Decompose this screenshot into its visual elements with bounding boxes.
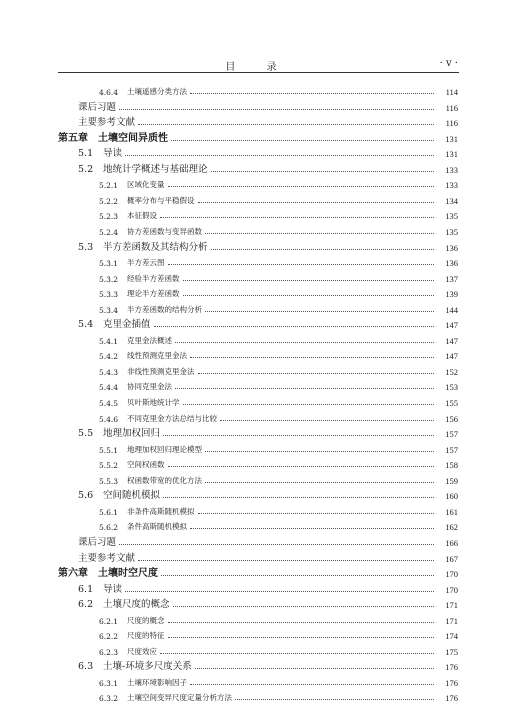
toc-page-number: 134 [445, 196, 458, 206]
dot-leader [220, 419, 434, 421]
toc-number: 5.3.3 [99, 290, 119, 299]
toc-subsection-entry [99, 627, 458, 641]
toc-title: 空间随机模拟 [103, 490, 161, 501]
header-rule [58, 72, 459, 73]
toc-title: 课后习题 [78, 102, 117, 113]
toc-title: 尺度的特征 [127, 631, 165, 640]
toc-page-number: 160 [445, 491, 458, 501]
toc-number: 5.4.4 [99, 383, 119, 392]
dot-leader [211, 170, 434, 172]
toc-number: 6.2.3 [99, 648, 119, 657]
dot-leader [163, 434, 434, 436]
toc-entry [78, 99, 458, 113]
toc-subsection-entry [99, 192, 458, 206]
toc-section-entry [78, 425, 458, 439]
toc-page-number: 156 [445, 414, 458, 424]
toc-subsection-entry [99, 363, 458, 377]
toc-subsection-entry [99, 270, 458, 284]
dot-leader [168, 263, 435, 265]
toc-number: 第五章 [58, 133, 88, 144]
dot-leader [161, 574, 434, 576]
toc-subsection-entry [99, 347, 458, 361]
dot-leader [125, 590, 434, 592]
toc-number: 4.6.4 [99, 88, 119, 97]
dot-leader [198, 201, 435, 203]
toc-section-entry [78, 581, 458, 595]
toc-subsection-entry [99, 674, 458, 688]
toc-subsection-entry [99, 612, 458, 626]
dot-leader [195, 667, 434, 669]
toc-title: 土壤-环境多尺度关系 [103, 661, 192, 672]
toc-page-number: 158 [445, 460, 458, 470]
toc-number: 5.6.2 [99, 523, 119, 532]
toc-page-number: 176 [445, 693, 458, 703]
toc-page-number: 136 [445, 243, 458, 253]
toc-page-number: 135 [445, 227, 458, 237]
toc-number: 6.2.2 [99, 632, 119, 641]
toc-title: 土壤空间异质性 [98, 133, 168, 144]
toc-subsection-entry [99, 285, 458, 299]
dot-leader [190, 683, 434, 685]
toc-title: 条件高斯随机模拟 [127, 522, 187, 531]
toc-page-number: 157 [445, 429, 458, 439]
toc-title: 半方差函数的结构分析 [127, 305, 202, 314]
dot-leader [235, 698, 434, 700]
toc-title: 土壤空间变异尺度定量分析方法 [127, 693, 232, 702]
toc-number: 5.4.3 [99, 368, 119, 377]
toc-page-number: 139 [445, 289, 458, 299]
toc-page-number: 159 [445, 476, 458, 486]
running-title: 目 录 [225, 62, 291, 73]
toc-page-number: 133 [445, 180, 458, 190]
dot-leader [175, 341, 434, 343]
toc-page-number: 176 [445, 662, 458, 672]
toc-number: 5.4.6 [99, 415, 119, 424]
toc-title: 本征假设 [127, 211, 157, 220]
toc-subsection-entry [99, 441, 458, 455]
dot-leader [175, 387, 434, 389]
dot-leader [168, 621, 435, 623]
toc-number: 5.4.1 [99, 337, 119, 346]
toc-title: 理论半方差函数 [127, 289, 180, 298]
toc-page-number: 167 [445, 554, 458, 564]
toc-subsection-entry [99, 643, 458, 657]
dot-leader [168, 636, 435, 638]
toc-number: 6.3.1 [99, 679, 119, 688]
toc-section-entry [78, 596, 458, 610]
toc-title: 土壤时空尺度 [98, 568, 158, 579]
toc-title: 区域化变量 [127, 180, 165, 189]
toc-page-number: 176 [445, 678, 458, 688]
toc-entry [78, 550, 458, 564]
toc-page-number: 131 [445, 134, 458, 144]
toc-page-number: 162 [445, 522, 458, 532]
toc-page-number: 171 [445, 600, 458, 610]
toc-number: 第六章 [58, 568, 88, 579]
toc-subsection-entry [99, 223, 458, 237]
dot-leader [138, 559, 434, 561]
toc-number: 5.4 [78, 319, 94, 330]
dot-leader [205, 232, 434, 234]
dot-leader [198, 372, 435, 374]
toc-page-number: 131 [445, 149, 458, 159]
toc-subsection-entry [99, 301, 458, 315]
toc-subsection-entry [99, 176, 458, 190]
dot-leader [119, 108, 434, 110]
dot-leader [198, 512, 435, 514]
toc-title: 尺度效应 [127, 647, 157, 656]
toc-subsection-entry [99, 83, 458, 97]
toc-number: 5.3.4 [99, 306, 119, 315]
dot-leader [205, 481, 434, 483]
toc-page-number: 171 [445, 616, 458, 626]
dot-leader [190, 527, 434, 529]
dot-leader [190, 92, 434, 94]
dot-leader [205, 450, 434, 452]
dot-leader [173, 605, 434, 607]
toc-title: 地理加权回归 [103, 428, 161, 439]
dot-leader [211, 248, 434, 250]
toc-title: 主要参考文献 [78, 117, 136, 128]
toc-number: 6.1 [78, 584, 94, 595]
toc-page-number: 161 [445, 507, 458, 517]
toc-subsection-entry [99, 456, 458, 470]
dot-leader [160, 216, 434, 218]
toc-page-number: 116 [445, 103, 458, 113]
toc-title: 主要参考文献 [78, 553, 136, 564]
toc-title: 协同克里金法 [127, 382, 172, 391]
toc-page-number: 166 [445, 538, 458, 548]
toc-subsection-entry [99, 207, 458, 221]
toc-title: 课后习题 [78, 537, 117, 548]
toc-number: 5.1 [78, 148, 94, 159]
toc-title: 土壤尺度的概念 [103, 599, 170, 610]
toc-number: 5.2.4 [99, 228, 119, 237]
toc-number: 6.3.2 [99, 694, 119, 703]
toc-title: 不同克里金方法总结与比较 [127, 414, 217, 423]
toc-number: 6.2 [78, 599, 94, 610]
toc-subsection-entry [99, 254, 458, 268]
toc-page-number: 114 [445, 87, 458, 97]
toc-section-entry [78, 161, 458, 175]
toc-title: 半方差云图 [127, 258, 165, 267]
toc-number: 5.6 [78, 490, 94, 501]
toc-title: 克里金插值 [103, 319, 151, 330]
toc-page-number: 116 [445, 118, 458, 128]
toc-subsection-entry [99, 689, 458, 703]
toc-number: 5.2.1 [99, 181, 119, 190]
toc-page-number: 136 [445, 258, 458, 268]
toc-subsection-entry [99, 410, 458, 424]
dot-leader [138, 123, 434, 125]
toc-page-number: 155 [445, 398, 458, 408]
toc-section-entry [78, 487, 458, 501]
dot-leader [183, 294, 435, 296]
toc-number: 5.3.2 [99, 275, 119, 284]
toc-number: 5.3.1 [99, 259, 119, 268]
toc-title: 权函数带宽的优化方法 [127, 476, 202, 485]
toc-page-number: 137 [445, 274, 458, 284]
toc-number: 6.3 [78, 661, 94, 672]
toc-page-number: 157 [445, 445, 458, 455]
toc-page-number: 174 [445, 631, 458, 641]
toc-subsection-entry [99, 332, 458, 346]
toc-chapter-entry [58, 130, 458, 144]
toc-number: 5.5.3 [99, 477, 119, 486]
toc-number: 5.5 [78, 428, 94, 439]
toc-title: 空间权函数 [127, 460, 165, 469]
dot-leader [171, 139, 434, 141]
toc-title: 半方差函数及其结构分析 [103, 242, 208, 253]
toc-title: 协方差函数与变异函数 [127, 227, 202, 236]
toc-number: 6.2.1 [99, 617, 119, 626]
toc-title: 非条件高斯随机模拟 [127, 507, 195, 516]
toc-title: 导读 [103, 584, 123, 595]
toc-title: 土壤遥感分类方法 [127, 87, 187, 96]
toc-subsection-entry [99, 394, 458, 408]
dot-leader [205, 310, 434, 312]
toc-page-number: 147 [445, 336, 458, 346]
toc-page-number: 152 [445, 367, 458, 377]
page-header [58, 57, 458, 73]
toc-section-entry [78, 239, 458, 253]
toc-section-entry [78, 658, 458, 672]
toc-title: 地统计学概述与基础理论 [103, 164, 208, 175]
toc-page-number: 175 [445, 647, 458, 657]
toc-title: 尺度的概念 [127, 616, 165, 625]
toc-page-number: 153 [445, 382, 458, 392]
toc-subsection-entry [99, 472, 458, 486]
toc-number: 5.3 [78, 242, 94, 253]
toc-subsection-entry [99, 503, 458, 517]
toc-number: 5.2.2 [99, 197, 119, 206]
page-number: · v · [439, 58, 458, 69]
toc-title: 非线性预测克里金法 [127, 367, 195, 376]
toc-page-number: 170 [445, 585, 458, 595]
toc-subsection-entry [99, 378, 458, 392]
toc-page-number: 170 [445, 569, 458, 579]
toc-number: 5.2 [78, 164, 94, 175]
toc-chapter-entry [58, 565, 458, 579]
toc-page-number: 135 [445, 211, 458, 221]
toc-page-number: 147 [445, 351, 458, 361]
toc-number: 5.4.5 [99, 399, 119, 408]
toc-title: 土壤环境影响因子 [127, 678, 187, 687]
toc-number: 5.5.1 [99, 446, 119, 455]
toc-title: 线性预测克里金法 [127, 351, 187, 360]
toc-title: 概率分布与平稳假设 [127, 196, 195, 205]
toc-section-entry [78, 145, 458, 159]
toc-number: 5.6.1 [99, 508, 119, 517]
toc-title: 经验半方差函数 [127, 274, 180, 283]
dot-leader [190, 356, 434, 358]
toc-number: 5.4.2 [99, 352, 119, 361]
dot-leader [125, 154, 434, 156]
toc-page-number: 144 [445, 305, 458, 315]
dot-leader [183, 403, 435, 405]
toc-section-entry [78, 316, 458, 330]
toc-subsection-entry [99, 518, 458, 532]
dot-leader [154, 325, 434, 327]
toc-entry [78, 534, 458, 548]
toc-number: 5.5.2 [99, 461, 119, 470]
dot-leader [183, 279, 435, 281]
toc-page-number: 147 [445, 320, 458, 330]
toc-title: 贝叶斯地统计学 [127, 398, 180, 407]
dot-leader [160, 652, 434, 654]
toc-page-number: 133 [445, 165, 458, 175]
toc-number: 5.2.3 [99, 212, 119, 221]
toc-title: 导读 [103, 148, 123, 159]
dot-leader [168, 465, 435, 467]
toc-title: 克里金法概述 [127, 336, 172, 345]
toc-entry [78, 114, 458, 128]
dot-leader [168, 185, 435, 187]
toc-title: 地理加权回归理论模型 [127, 445, 202, 454]
dot-leader [163, 496, 434, 498]
dot-leader [119, 543, 434, 545]
